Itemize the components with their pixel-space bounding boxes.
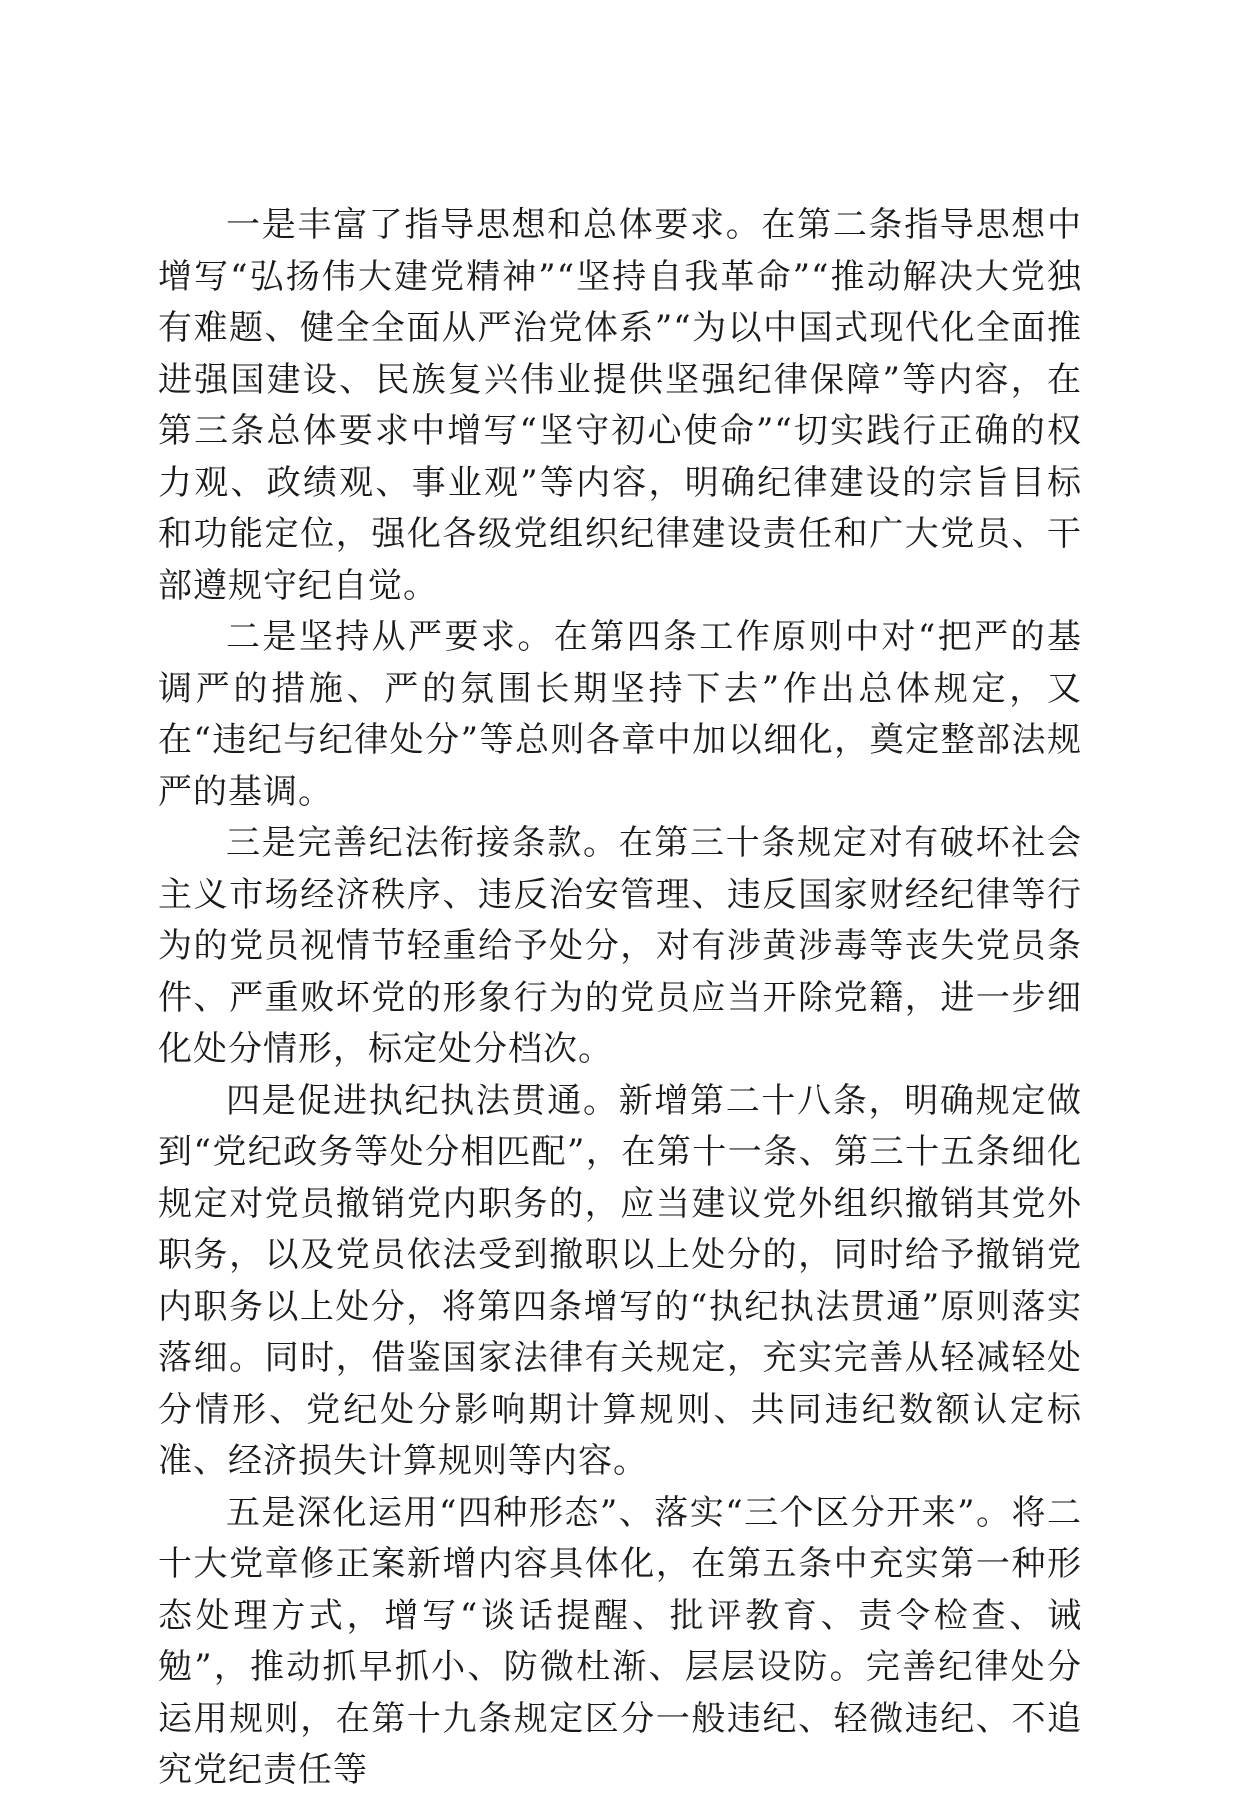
document-body bbox=[158, 200, 1082, 1797]
paragraph-four-forms: 五是深化运用“四种形态”、落实“三个区分开来”。将二十大党章修正案新增内容具体化，在第五条中充实第一种形态处理方式，增写“谈话提醒、批评教育、责令检查、诫勉”，推动抓早抓小、防微杜渐、层层设防。完善纪律处分运用规则，在第十九条规定区分一般违纪、轻微违纪、不追究党纪责任等 bbox=[158, 1492, 1082, 1790]
paragraph-strict-requirements: 二是坚持从严要求。在第四条工作原则中对“把严的基调严的措施、严的氛围长期坚持下去”作出总体规定，又在“违纪与纪律处分”等总则各章中加以细化，奠定整部法规严的基调。 bbox=[158, 617, 1082, 812]
paragraph-enforcement-integration: 四是促进执纪执法贯通。新增第二十八条，明确规定做到“党纪政务等处分相匹配”，在第十一条、第三十五条细化规定对党员撤销党内职务的，应当建议党外组织撤销其党外职务，以及党员依法受到撤职以上处分的，同时给予撤销党内职务以上处分，将第四条增写的“执纪执法贯通”原则落实落细。同时，借鉴国家法律有关规定，充实完善从轻减轻处分情形、党纪处分影响期计算规则、共同违纪数额认定标准、经济损失计算规则等内容。 bbox=[158, 1080, 1082, 1481]
paragraph-guiding-ideology: 一是丰富了指导思想和总体要求。在第二条指导思想中增写“弘扬伟大建党精神”“坚持自我革命”“推动解决大党独有难题、健全全面从严治党体系”“为以中国式现代化全面推进强国建设、民族复兴伟业提供坚强纪律保障”等内容，在第三条总体要求中增写“坚守初心使命”“切实践行正确的权力观、政绩观、事业观”等内容，明确纪律建设的宗旨目标和功能定位，强化各级党组织纪律建设责任和广大党员、干部遵规守纪自觉。 bbox=[158, 205, 1082, 606]
paragraph-law-discipline-connection: 三是完善纪法衔接条款。在第三十条规定对有破坏社会主义市场经济秩序、违反治安管理、违反国家财经纪律等行为的党员视情节轻重给予处分，对有涉黄涉毒等丧失党员条件、严重败坏党的形象行为的党员应当开除党籍，进一步细化处分情形，标定处分档次。 bbox=[158, 823, 1082, 1069]
